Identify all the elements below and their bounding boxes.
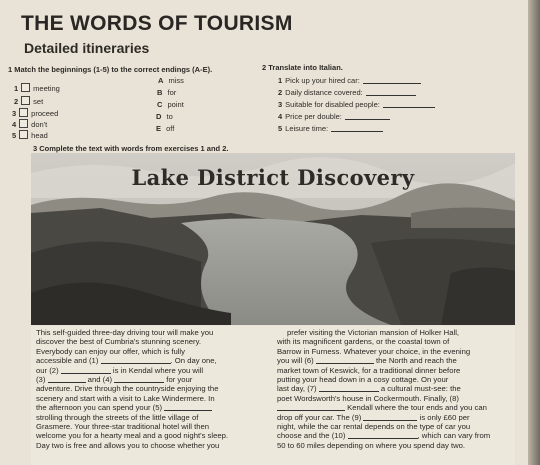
ex1-ending-d: D to bbox=[156, 112, 173, 121]
ex2-item-1: 1 Pick up your hired car: bbox=[278, 76, 421, 85]
ex1-ending-a: A miss bbox=[158, 76, 184, 85]
gap-6[interactable] bbox=[316, 363, 374, 364]
answer-line[interactable] bbox=[345, 119, 390, 120]
exercise-1-heading: 1 Match the beginnings (1-5) to the correct endings (A-E). bbox=[8, 65, 213, 74]
gap-9[interactable] bbox=[363, 420, 417, 421]
ex1-beginning-4: 4 don't bbox=[12, 120, 48, 129]
ex1-ending-c: C point bbox=[157, 100, 184, 109]
gap-5[interactable] bbox=[164, 410, 212, 411]
lake-district-photo bbox=[31, 153, 515, 325]
answer-box[interactable] bbox=[19, 119, 28, 128]
ex2-item-5: 5 Leisure time: bbox=[278, 124, 383, 133]
ex1-beginning-3: 3 proceed bbox=[12, 109, 59, 118]
ex2-item-4: 4 Price per double: bbox=[278, 112, 390, 121]
gap-4[interactable] bbox=[114, 382, 164, 383]
answer-box[interactable] bbox=[21, 83, 30, 92]
ex2-item-2: 2 Daily distance covered: bbox=[278, 88, 416, 97]
gap-2[interactable] bbox=[61, 373, 111, 374]
answer-line[interactable] bbox=[363, 83, 421, 84]
ex2-item-3: 3 Suitable for disabled people: bbox=[278, 100, 435, 109]
ex1-beginning-2: 2 set bbox=[14, 97, 44, 106]
page-subtitle: Detailed itineraries bbox=[24, 40, 150, 56]
ex1-ending-b: B for bbox=[157, 88, 177, 97]
ex1-beginning-5: 5 head bbox=[12, 131, 48, 140]
gap-1[interactable] bbox=[101, 363, 171, 364]
exercise-3-heading: 3 Complete the text with words from exercises 1 and 2. bbox=[33, 144, 229, 153]
exercise-2-heading: 2 Translate into Italian. bbox=[262, 63, 343, 72]
gap-10[interactable] bbox=[348, 438, 418, 439]
article-left-column: This self-guided three-day driving tour will make you discover the best of Cumbria's stunning scenery. Everybody can enjoy our offer, which is fully accessible and (1) . On day one, our (2) is in Kendal where you will (3) and (4) for your adventure. Drive through the countryside enjoying the scenery and start with a visit to Lake Windermere. In the afternoon you can spend your (5) strolling through the streets of the little village of Grasmere. Your three-star traditional hotel will then welcome you for a hearty meal and a good night's sleep. Day two is free and allows you to choose whether you bbox=[36, 328, 229, 450]
gap-3[interactable] bbox=[48, 382, 86, 383]
answer-box[interactable] bbox=[19, 130, 28, 139]
page-title: THE WORDS OF TOURISM bbox=[21, 12, 293, 35]
answer-line[interactable] bbox=[383, 107, 435, 108]
article-title: Lake District Discovery bbox=[131, 165, 415, 190]
gap-7[interactable] bbox=[319, 391, 379, 392]
ex1-beginning-1: 1 meeting bbox=[14, 84, 60, 93]
gap-8[interactable] bbox=[277, 410, 345, 411]
ex1-ending-e: E off bbox=[156, 124, 175, 133]
page-edge-shadow bbox=[528, 0, 540, 465]
answer-box[interactable] bbox=[21, 96, 30, 105]
answer-line[interactable] bbox=[331, 131, 383, 132]
article-right-column: prefer visiting the Victorian mansion of Holker Hall, with its magnificent gardens, or the coastal town of Barrow in Furness. Whatever your choice, in the evening you will (6) the North and reach the market town of Keswick, for a traditional dinner before putting your head down in a cosy cottage. On your last day, (7) a cultural must-see: the poet Wordsworth's house in Cockermouth. Finally, (8) Kendall where the tour ends and you can drop off your car. The (9) is only £60 per night, while the car rental depends on the type of car you choose and the (10) , which can vary from 50 to 60 miles depending on where you spend day two. bbox=[277, 328, 491, 450]
answer-box[interactable] bbox=[19, 108, 28, 117]
answer-line[interactable] bbox=[366, 95, 416, 96]
